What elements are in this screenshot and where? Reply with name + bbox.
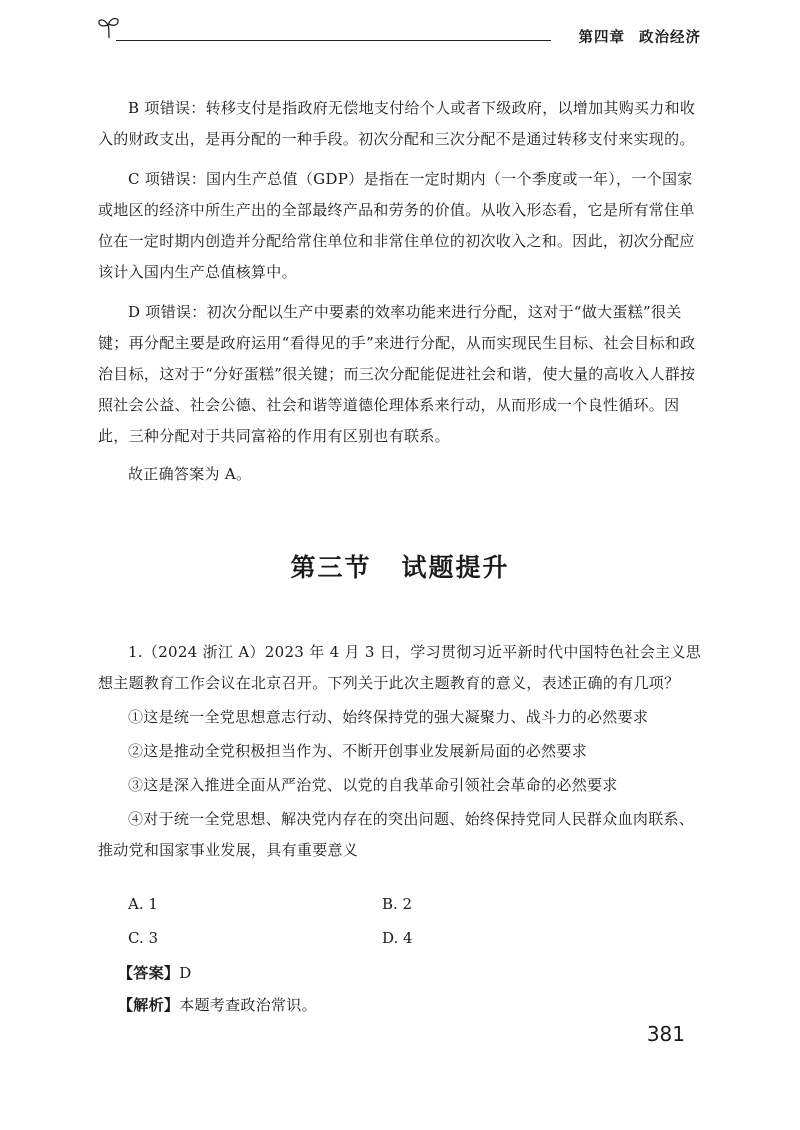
explanation-line — [118, 990, 722, 1021]
header-rule — [116, 40, 551, 41]
section-number: 第三节 — [290, 553, 372, 582]
answer-tag: 【答案】 — [118, 964, 180, 982]
section-heading — [0, 548, 800, 584]
sprout-icon — [96, 14, 122, 40]
answer-value: D — [179, 964, 192, 982]
running-header — [96, 14, 701, 46]
chapter-title: 政治经济 — [639, 30, 701, 46]
analysis-block — [98, 93, 702, 490]
option-a: A. 1 — [128, 895, 158, 913]
option-d: D. 4 — [382, 929, 413, 947]
statement-item: ③这是深入推进全面从严治党、以党的自我革命引领社会革命的必然要求 — [128, 776, 618, 794]
answer-line — [118, 958, 722, 989]
chapter-heading — [579, 26, 702, 47]
option-b: B. 2 — [382, 895, 413, 913]
analysis-paragraph-c: C 项错误：国内生产总值（GDP）是指在一定时期内（一个季度或一年），一个国家或地区的经济中所生产出的全部最终产品和劳务的价值。从收入形态看，它是所有常住单位在一定时期内创造并分配给常住单位和非常住单位的初次收入之和。因此，初次分配应该计入国内生产总值核算中。 — [98, 170, 695, 281]
chapter-label: 第四章 — [578, 30, 625, 46]
analysis-paragraph-d: D 项错误：初次分配以生产中要素的效率功能来进行分配，这对于“做大蛋糕”很关键；再分配主要是政府运用“看得见的手”来进行分配，从而实现民生目标、社会目标和政治目标，这对于“分好蛋糕”很关键；而三次分配能促进社会和谐，使大量的高收入人群按照社会公益、社会公德、社会和谐等道德伦理体系来行动，从而形成一个良性循环。因此，三种分配对于共同富裕的作用有区别也有联系。 — [98, 303, 696, 445]
statement-item: ①这是统一全党思想意志行动、始终保持党的强大凝聚力、战斗力的必然要求 — [128, 708, 649, 726]
question-stem: 1.（2024 浙江 A）2023 年 4 月 3 日，学习贯彻习近平新时代中国特色社会主义思想主题教育工作会议在北京召开。下列关于此次主题教育的意义，表述正确的有几项？ — [98, 643, 702, 692]
question-block — [98, 637, 702, 866]
conclusion-line: 故正确答案为 A。 — [128, 465, 252, 483]
option-c: C. 3 — [128, 929, 159, 947]
statement-item: ②这是推动全党积极担当作为、不断开创事业发展新局面的必然要求 — [128, 742, 588, 760]
explanation-tag: 【解析】 — [118, 996, 180, 1014]
section-title: 试题提升 — [401, 553, 510, 582]
analysis-paragraph-b: B 项错误：转移支付是指政府无偿地支付给个人或者下级政府，以增加其购买力和收入的财政支出，是再分配的一种手段。初次分配和三次分配不是通过转移支付来实现的。 — [98, 99, 696, 148]
statement-item: ④对于统一全党思想、解决党内存在的突出问题、始终保持党同人民群众血肉联系、推动党和国家事业发展，具有重要意义 — [98, 810, 695, 859]
explanation-text: 本题考查政治常识。 — [179, 996, 317, 1014]
page-number: 381 — [646, 1022, 685, 1046]
